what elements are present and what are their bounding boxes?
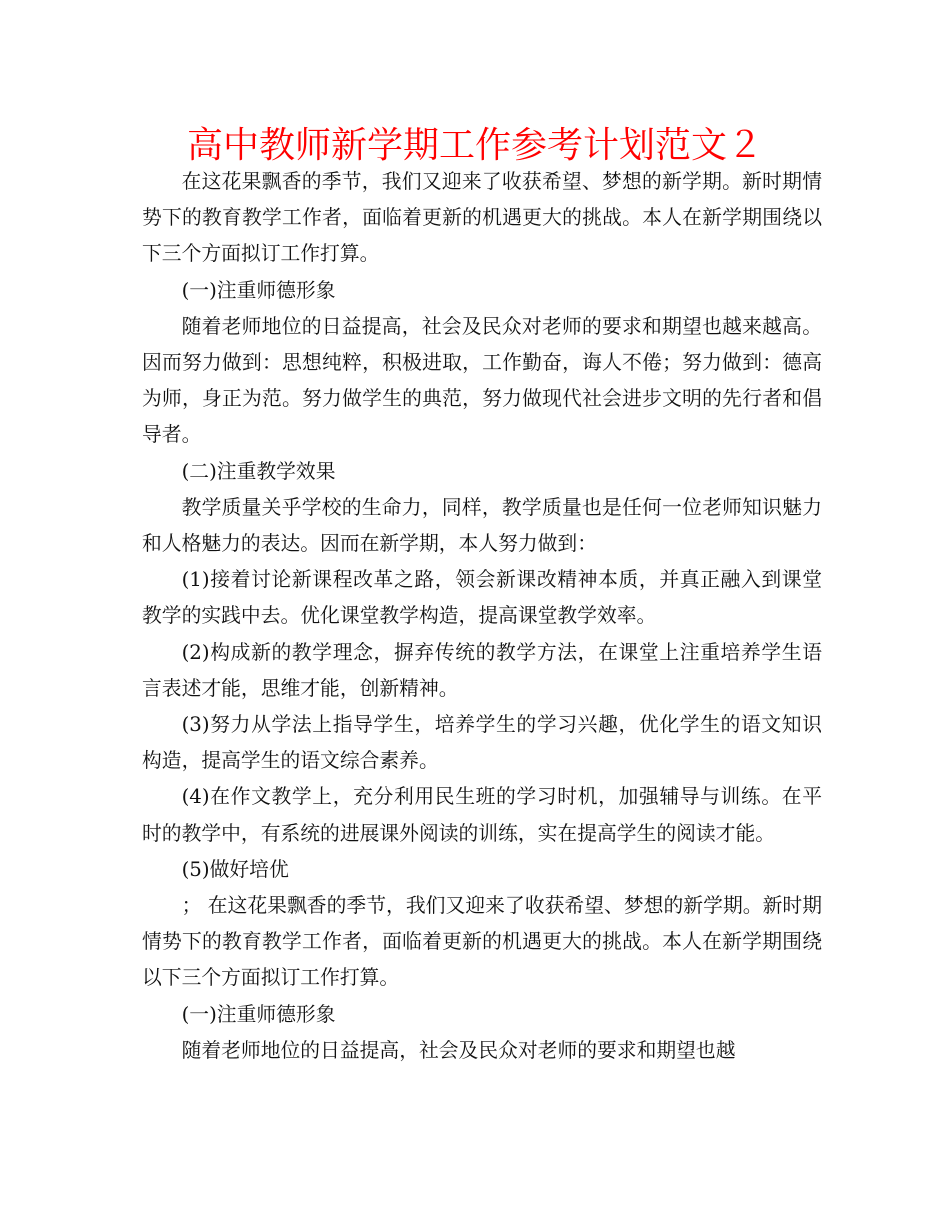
section-heading-ethics-repeat: (一)注重师德形象 (181, 1002, 336, 1026)
paragraph-teaching: 教学质量关乎学校的生命力，同样，教学质量也是任何一位老师知识魅力和人格魅力的表达。因而在新学期，本人努力做到： (142, 495, 822, 556)
section-heading-teaching: (二)注重教学效果 (181, 459, 336, 483)
list-item-4: (4)在作文教学上，充分利用民生班的学习时机，加强辅导与训练。在平时的教学中，有系统的进展课外阅读的训练，实在提高学生的阅读才能。 (142, 785, 822, 845)
section-heading-ethics: (一)注重师德形象 (181, 278, 336, 302)
document-title: 高中教师新学期工作参考计划范文２ (186, 125, 763, 166)
list-item-5: (5)做好培优 (181, 857, 289, 881)
list-item-2: (2)构成新的教学理念，摒弃传统的教学方法，在课堂上注重培养学生语言表述才能，思维才能，创新精神。 (142, 640, 822, 700)
paragraph-intro-repeat: ； 在这花果飘香的季节，我们又迎来了收获希望、梦想的新学期。新时期情势下的教育教学工作者，面临着更新的机遇更大的挑战。本人在新学期围绕以下三个方面拟订工作打算。 (142, 894, 822, 990)
list-item-3: (3)努力从学法上指导学生，培养学生的学习兴趣，优化学生的语文知识构造，提高学生的语文综合素养。 (142, 713, 822, 773)
list-item-1: (1)接着讨论新课程改革之路，领会新课改精神本质，并真正融入到课堂教学的实践中去。优化课堂教学构造，提高课堂教学效率。 (142, 568, 822, 628)
paragraph-ethics: 随着老师地位的日益提高，社会及民众对老师的要求和期望也越来越高。因而努力做到：思想纯粹，积极进取，工作勤奋，诲人不倦；努力做到：德高为师，身正为范。努力做学生的典范，努力做现代社会进步文明的先行者和倡导者。 (142, 314, 822, 447)
paragraph-intro: 在这花果飘香的季节，我们又迎来了收获希望、梦想的新学期。新时期情势下的教育教学工作者，面临着更新的机遇更大的挑战。本人在新学期围绕以下三个方面拟订工作打算。 (142, 170, 822, 266)
document-body (142, 164, 822, 1069)
paragraph-ethics-partial: 随着老师地位的日益提高，社会及民众对老师的要求和期望也越 (181, 1038, 736, 1062)
